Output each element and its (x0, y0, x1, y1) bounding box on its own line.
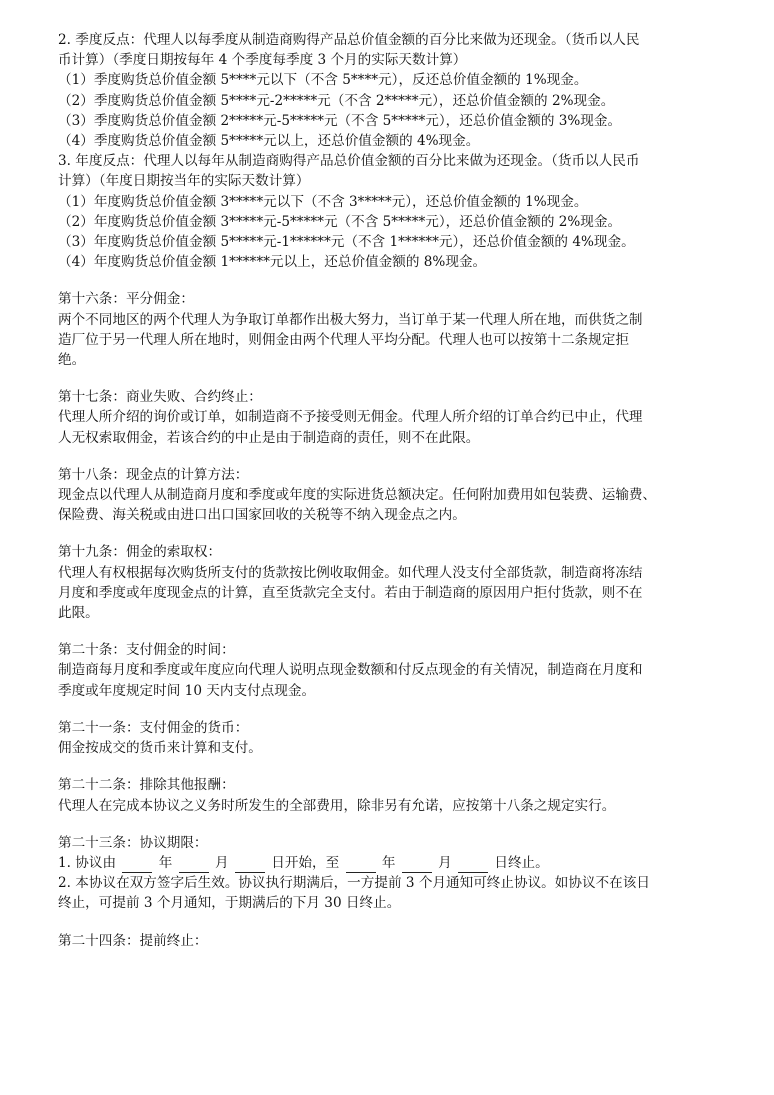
paragraph-gap (58, 370, 718, 387)
article-17-title: 第十七条：商业失败、合约终止： (58, 389, 262, 406)
article-19-text-line: 代理人有权根据每次购货所支付的货款按比例收取佣金。如代理人没支付全部货款，制造商将冻结 (58, 564, 643, 581)
article-18-title: 第十八条：现金点的计算方法： (58, 466, 249, 483)
end-year-blank[interactable] (346, 859, 376, 873)
annual-heading-line-1: 3. 年度反点：代理人以每年从制造商购得产品总价值金额的百分比来做为还现金。（货币以人民币 (58, 153, 640, 170)
annual-item: （4）年度购货总价值金额 1******元以上，还总价值金额的 8%现金。 (58, 254, 487, 271)
article-23-text-line: 终止，可提前 3 个月通知，于期满后的下月 30 日终止。 (58, 895, 401, 912)
quarterly-heading-line-1: 2. 季度反点：代理人以每季度从制造商购得产品总价值金额的百分比来做为还现金。（货币以人民 (58, 32, 640, 48)
annual-item: （3）年度购货总价值金额 5*****元-1******元（不含 1******元），还总价值金额的 4%现金。 (58, 234, 635, 251)
quarterly-item: （3）季度购货总价值金额 2*****元-5*****元（不含 5*****元），还总价值金额的 3%现金。 (58, 112, 622, 129)
quarterly-item: （1）季度购货总价值金额 5****元以下（不含 5****元），反还总价值金额的 1%现金。 (58, 72, 588, 89)
article-20-title: 第二十条：支付佣金的时间： (58, 642, 235, 659)
term-year-label: 年 (158, 854, 173, 871)
article-20-text-line: 制造商每月度和季度或年度应向代理人说明点现金数额和付反点现金的有关情况，制造商在月度和 (58, 662, 643, 679)
term-month-label: 月 (214, 854, 229, 871)
article-17-text-line: 代理人所介绍的询价或订单，如制造商不予接受则无佣金。代理人所介绍的订单合约已中止，代理 (58, 409, 643, 426)
paragraph-gap (58, 623, 718, 640)
term-start-label: 日开始，至 (271, 854, 340, 871)
article-16-title: 第十六条：平分佣金： (58, 291, 194, 308)
article-23-text-line: 2. 本协议在双方签字后生效。协议执行期满后，一方提前 3 个月通知可终止协议。如协议不在该日 (58, 875, 650, 892)
article-16-text-line: 造厂位于另一代理人所在地时，则佣金由两个代理人平均分配。代理人也可以按第十二条规定拒 (58, 331, 629, 348)
end-month-blank[interactable] (402, 859, 432, 873)
term-year-label: 年 (381, 854, 396, 871)
article-19-title: 第十九条：佣金的索取权： (58, 544, 222, 561)
paragraph-gap (58, 816, 718, 833)
paragraph-gap (58, 758, 718, 775)
article-23-title: 第二十三条：协议期限： (58, 834, 208, 851)
end-day-blank[interactable] (458, 859, 488, 873)
article-18-text-line: 现金点以代理人从制造商月度和季度或年度的实际进货总额决定。任何附加费用如包装费、运输费、 (58, 487, 657, 504)
article-21-title: 第二十一条：支付佣金的货币： (58, 719, 249, 736)
term-month-label: 月 (438, 854, 452, 871)
start-year-blank[interactable] (122, 859, 152, 873)
paragraph-gap (58, 701, 718, 718)
paragraph-gap (58, 914, 718, 931)
article-19-text-line: 月度和季度或年度现金点的计算，直至货款完全支付。若由于制造商的原因用户拒付货款，则不在 (58, 584, 643, 601)
paragraph-gap (58, 525, 718, 542)
term-prefix: 1. 协议由 (58, 854, 117, 871)
quarterly-item: （2）季度购货总价值金额 5****元-2*****元（不含 2*****元），还总价值金额的 2%现金。 (58, 92, 615, 109)
paragraph-gap (58, 448, 718, 465)
annual-item: （1）年度购货总价值金额 3*****元以下（不含 3*****元），还总价值金额的 1%现金。 (58, 193, 588, 210)
annual-heading-line-2: 计算）（年度日期按当年的实际天数计算） (58, 173, 310, 190)
article-20-text-line: 季度或年度规定时间 10 天内支付点现金。 (58, 682, 316, 699)
start-day-blank[interactable] (235, 859, 265, 873)
article-17-text-line: 人无权索取佣金，若该合约的中止是由于制造商的责任，则不在此限。 (58, 429, 480, 446)
document-page (58, 30, 718, 951)
agreement-term-line (58, 853, 718, 873)
quarterly-heading-line-2: 币计算）（季度日期按每年 4 个季度每季度 3 个月的实际天数计算） (58, 52, 467, 69)
article-21-text-line: 佣金按成交的货币来计算和支付。 (58, 740, 262, 757)
article-22-text-line: 代理人在完成本协议之义务时所发生的全部费用，除非另有允诺，应按第十八条之规定实行。 (58, 797, 616, 814)
quarterly-item: （4）季度购货总价值金额 5*****元以上，还总价值金额的 4%现金。 (58, 133, 480, 150)
article-24-title: 第二十四条：提前终止： (58, 932, 208, 949)
article-22-title: 第二十二条：排除其他报酬： (58, 777, 235, 794)
paragraph-gap (58, 272, 718, 289)
article-19-text-line: 此限。 (58, 605, 99, 622)
term-end-label: 日终止。 (494, 854, 549, 871)
article-16-text-line: 两个不同地区的两个代理人为争取订单都作出极大努力，当订单于某一代理人所在地，而供货之制 (58, 311, 643, 328)
annual-item: （2）年度购货总价值金额 3*****元-5*****元（不含 5*****元），还总价值金额的 2%现金。 (58, 213, 622, 230)
article-16-text-line: 绝。 (58, 352, 86, 369)
article-18-text-line: 保险费、海关税或由进口出口国家回收的关税等不纳入现金点之内。 (58, 507, 466, 524)
start-month-blank[interactable] (179, 859, 209, 873)
